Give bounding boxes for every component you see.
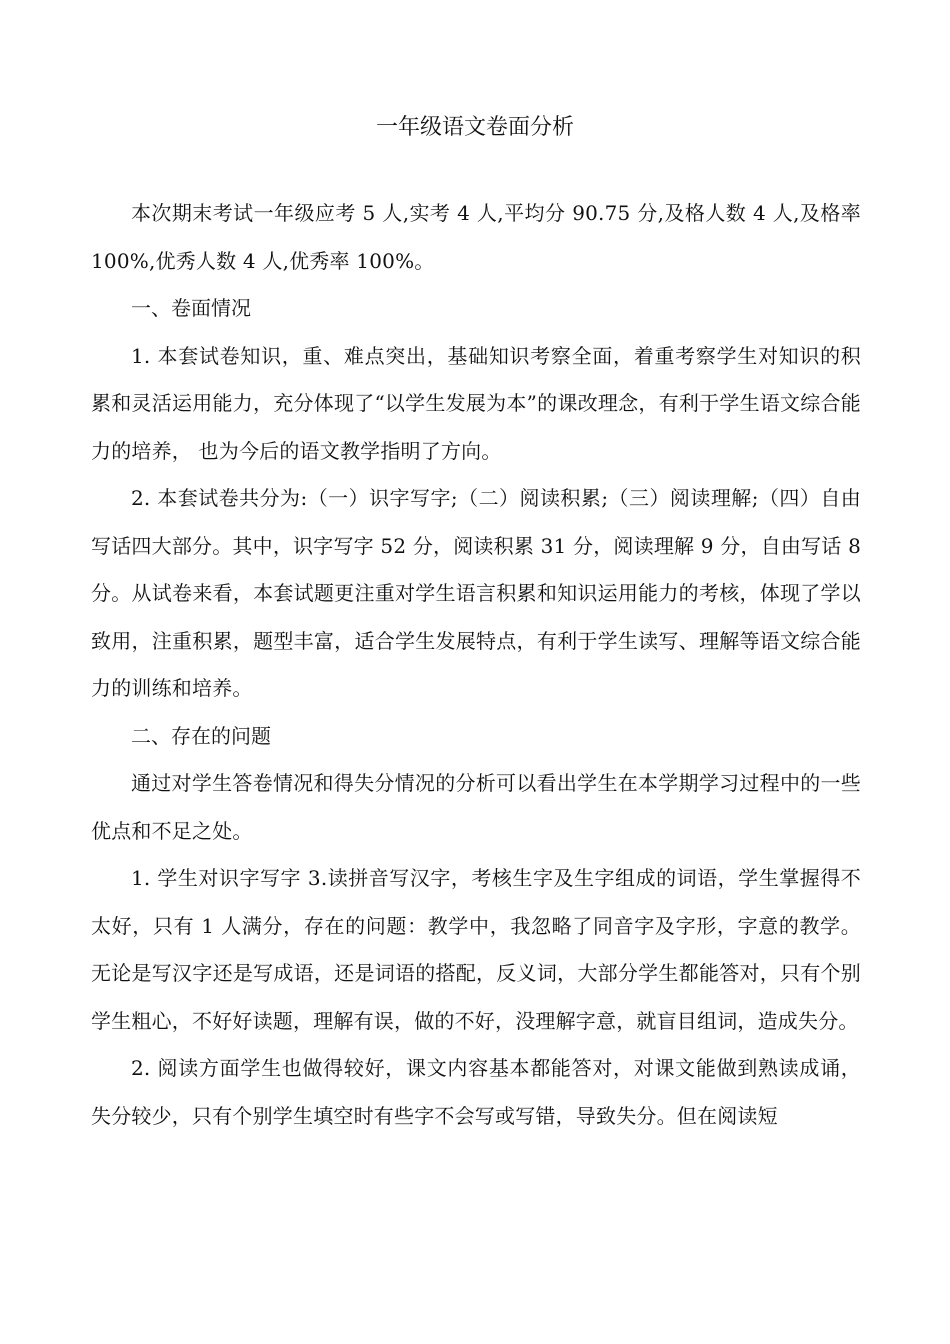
paragraph-overview-point-1: 1. 本套试卷知识，重、难点突出，基础知识考察全面，着重考察学生对知识的积累和灵活运用能力，充分体现了“以学生发展为本”的课改理念，有利于学生语文综合能力的培养， 也为今后的语文教学指明了方向。 <box>91 343 861 463</box>
paragraph-problems-intro: 通过对学生答卷情况和得失分情况的分析可以看出学生在本学期学习过程中的一些优点和不足之处。 <box>91 771 861 843</box>
section-heading-problems: 二、存在的问题 <box>131 723 271 748</box>
paragraph-problems-point-1: 1. 学生对识字写字 3.读拼音写汉字，考核生字及生字组成的词语，学生掌握得不太好，只有 1 人满分，存在的问题：教学中，我忽略了同音字及字形，字意的教学。无论是写汉字还是写成语，还是词语的搭配，反义词，大部分学生都能答对，只有个别学生粗心，不好好读题，理解有误，做的不好，没理解字意，就盲目组词，造成失分。 <box>91 866 861 1033</box>
section-heading-paper-overview: 一、卷面情况 <box>131 296 251 320</box>
document-title: 一年级语文卷面分析 <box>375 115 574 140</box>
paragraph-exam-summary: 本次期末考试一年级应考 5 人,实考 4 人,平均分 90.75 分,及格人数 4 人,及格率 100%,优秀人数 4 人,优秀率 100%。 <box>91 201 861 273</box>
paragraph-problems-point-2: 2. 阅读方面学生也做得较好，课文内容基本都能答对，对课文能做到熟读成诵，失分较少，只有个别学生填空时有些字不会写或写错，导致失分。但在阅读短 <box>91 1056 861 1128</box>
paragraph-overview-point-2: 2. 本套试卷共分为:（一）识字写字;（二）阅读积累;（三）阅读理解;（四）自由写话四大部分。其中，识字写字 52 分，阅读积累 31 分，阅读理解 9 分，自由写话 8 分。从试卷来看，本套试题更注重对学生语言积累和知识运用能力的考核，体现了学以致用，注重积累，题型丰富，适合学生发展特点，有利于学生读写、理解等语文综合能力的训练和培养。 <box>91 486 861 700</box>
document-body <box>91 190 861 1140</box>
